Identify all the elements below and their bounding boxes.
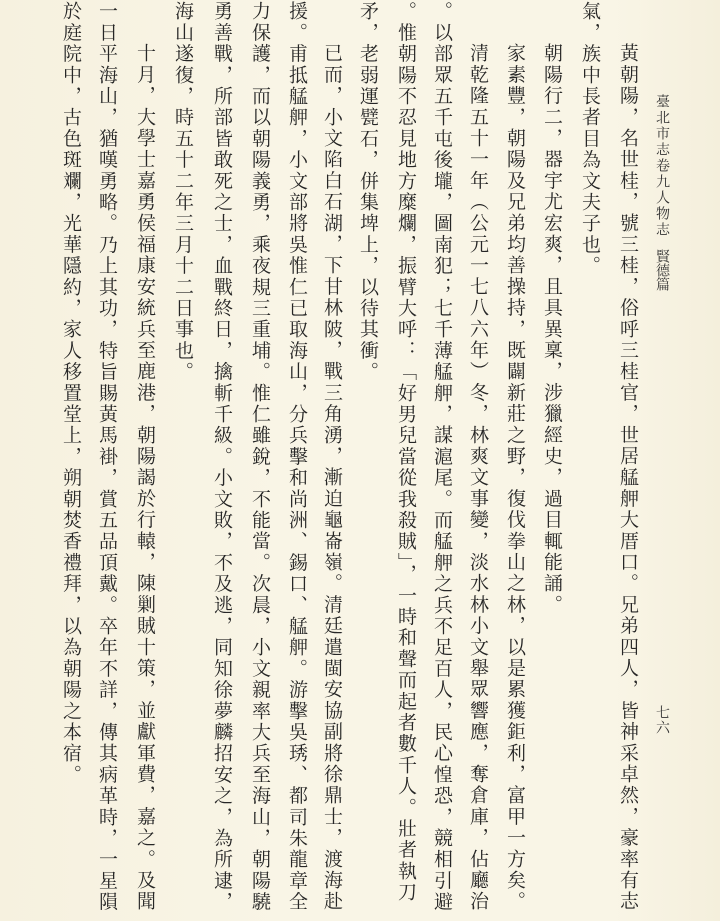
text-column: 十月，大學士嘉勇侯福康安統兵至鹿港，朝陽謁於行轅，陳剿賊十策，並獻軍費，嘉之。及聞 <box>134 43 156 913</box>
running-head <box>653 94 671 291</box>
text-column: 海山遂復，時五十二年三月十二日事也。 <box>172 1 194 383</box>
text-column: 勇善戰，所部皆敢死之士，血戰終日，擒斬千級。小文敗，不及逃，同知徐夢麟招安之，為所逮， <box>211 1 233 913</box>
text-column: 黃朝陽，名世桂，號三桂，俗呼三桂官，世居艋舺大厝口。兄弟四人，皆神采卓然，豪率有志 <box>617 43 639 913</box>
text-column: 家素豐，朝陽及兄弟均善操持，既闢新莊之野，復伐拳山之林，以是累獲鉅利，富甲一方矣。 <box>504 43 526 913</box>
text-column: 清乾隆五十一年（公元一七八六年）冬，林爽文事變，淡水林小文舉眾響應，奪倉庫，佔廳治 <box>467 43 489 913</box>
running-head-title: 臺北市志卷九人物志 <box>654 94 670 238</box>
text-column: 已而，小文陷白石湖，下甘林陂，戰三角湧，漸迫龜崙嶺。清廷遣閩安協副將徐鼎士，渡海赴 <box>321 43 343 913</box>
text-column: 援。甫抵艋舺，小文部將吳惟仁已取海山，分兵擊和尚洲、錫口、艋舺。游擊吳琇、都司朱龍章全 <box>286 1 308 913</box>
text-column: 矛，老弱運甓石，併集埤上，以待其衝。 <box>357 1 379 383</box>
text-column: 。以部眾五千屯後壠，圖南犯；七千薄艋舺，謀滬尾。而艋舺之兵不足百人，民心惶恐，競相引避 <box>431 1 453 913</box>
text-column: 力保護，而以朝陽義勇，乘夜規三重埔。惟仁雖銳，不能當。次晨，小文親率大兵至海山，朝陽驍 <box>249 1 271 913</box>
text-column: 一日平海山，猶嘆勇略。乃上其功，特旨賜黃馬褂，賞五品頂戴。卒年不詳，傳其病革時，一星隕 <box>96 1 118 913</box>
text-column: 於庭院中，古色斑斕，光華隱約，家人移置堂上，朔朝焚香禮拜，以為朝陽之本宿。 <box>60 1 82 786</box>
running-head-section: 賢德篇 <box>654 249 670 291</box>
page-number: 七六 <box>654 705 670 735</box>
text-column: 朝陽行二，器宇尤宏爽，且具異稟，涉獵經史，過目輒能誦。 <box>541 43 563 616</box>
text-column: 。惟朝陽不忍見地方糜爛，振臂大呼：「好男兒當從我殺賊」，一時和聲而起者數千人。壯者執刀 <box>395 1 417 904</box>
text-column: 氣，族中長者目為文夫子也。 <box>579 1 601 277</box>
